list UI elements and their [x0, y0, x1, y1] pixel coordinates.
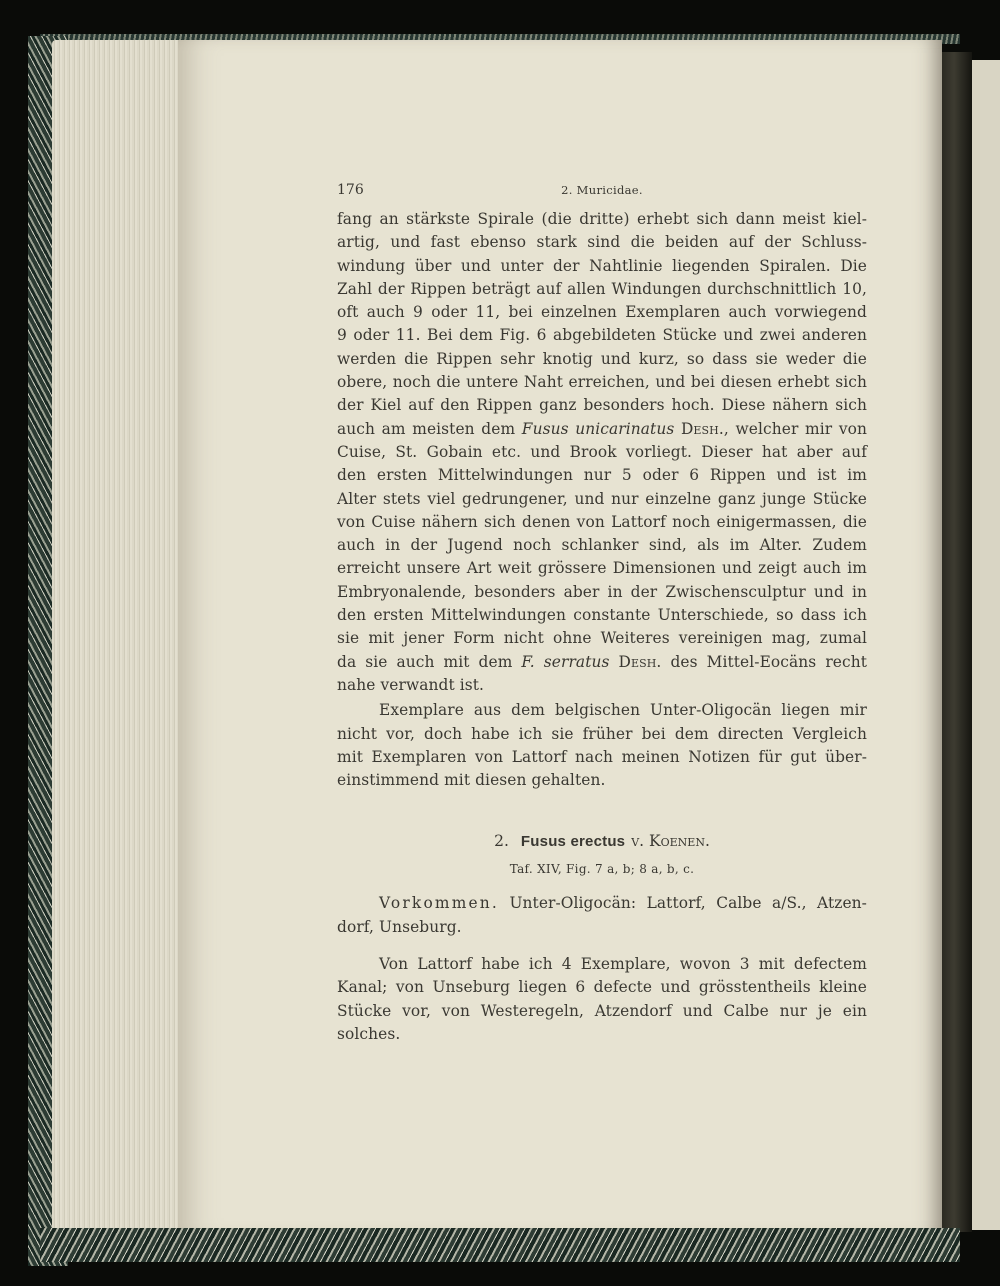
paragraph-2: [337, 699, 867, 792]
plate-reference: Taf. XIV, Fig. 7 a, b; 8 a, b, c.: [509, 862, 695, 877]
page-number: 176: [337, 182, 364, 198]
text-line: [337, 418, 867, 441]
text-line: oft auch 9 oder 11, bei einzelnen Exemplaren auch vorwiegend: [337, 303, 867, 322]
text-fragment: auch am meisten dem: [337, 419, 522, 438]
text-line: nahe verwandt ist.: [337, 675, 485, 694]
text-line: windung über und unter der Nahtlinie liegenden Spiralen. Die: [337, 256, 867, 275]
text-line: sie mit jener Form nicht ohne Weiteres vereinigen mag, zumal: [337, 629, 867, 648]
text-line: einstimmend mit diesen gehalten.: [337, 771, 606, 790]
gutter-shadow: [942, 52, 972, 1232]
species-name: Fusus unicarinatus: [521, 419, 675, 438]
text-line: dorf, Unseburg.: [337, 917, 462, 936]
text-line: obere, noch die untere Naht erreichen, und bei diesen erhebt sich: [337, 373, 867, 392]
running-title: 2. Muricidae.: [561, 183, 643, 197]
text-line: Kanal; von Unseburg liegen 6 defecte und grösstentheils kleine: [337, 978, 867, 997]
text-line: artig, und fast ebenso stark sind die beiden auf der Schluss-: [337, 233, 867, 252]
species-heading: [337, 832, 867, 856]
text-line: den ersten Mittelwindungen constante Unterschiede, so dass ich: [337, 606, 867, 625]
text-line: von Cuise nähern sich denen von Lattorf noch einigermassen, die: [337, 512, 867, 531]
species-name: F. serratus: [521, 652, 610, 671]
occurrence-paragraph: [337, 892, 867, 939]
text-line: auch in der Jugend noch schlanker sind, als im Alter. Zudem: [337, 536, 867, 555]
text-fragment: Unter-Oligocän: Lattorf, Calbe a/S., Atzen-: [499, 894, 867, 913]
text-line: [337, 892, 867, 915]
text-line: 9 oder 11. Bei dem Fig. 6 abgebildeten Stücke und zwei anderen: [337, 326, 867, 345]
text-line: Zahl der Rippen beträgt auf allen Windungen durchschnittlich 10,: [337, 279, 867, 298]
text-fragment: des Mittel-Eocäns recht: [661, 652, 867, 671]
book-cover-bottom: [40, 1228, 960, 1262]
heading-number: 2.: [494, 832, 509, 851]
text-fragment: da sie auch mit dem: [337, 652, 522, 671]
author-name: Desh.: [674, 419, 724, 438]
paragraph-3: [337, 953, 867, 1046]
text-line: Exemplare aus dem belgischen Unter-Oligocän liegen mir: [379, 701, 867, 720]
text-line: den ersten Mittelwindungen nur 5 oder 6 Rippen und ist im: [337, 466, 867, 485]
text-line: Embryonalende, besonders aber in der Zwischensculptur und in: [337, 582, 867, 601]
page-text: [337, 178, 867, 1046]
text-line: Stücke vor, von Westeregeln, Atzendorf und Calbe nur je ein: [337, 1001, 867, 1020]
text-line: Cuise, St. Gobain etc. und Brook vorliegt. Dieser hat aber auf: [337, 442, 867, 461]
text-line: [337, 651, 867, 674]
page-edges: [52, 40, 184, 1234]
text-fragment: , welcher mir von: [723, 419, 868, 438]
text-line: fang an stärkste Spirale (die dritte) erhebt sich dann meist kiel-: [337, 210, 867, 228]
heading-species-name: Fusus erectus: [520, 833, 626, 851]
occurrence-label: Vorkommen.: [379, 894, 500, 913]
text-line: der Kiel auf den Rippen ganz besonders hoch. Diese nähern sich: [337, 396, 867, 415]
text-line: nicht vor, doch habe ich sie früher bei dem directen Vergleich: [337, 724, 867, 743]
text-line: mit Exemplaren von Lattorf nach meinen Notizen für gut über-: [337, 747, 867, 766]
text-line: werden die Rippen sehr knotig und kurz, so dass sie weder die: [337, 349, 867, 368]
running-head: [337, 178, 867, 208]
paragraph-1: [337, 208, 867, 697]
text-line: solches.: [337, 1024, 401, 1043]
text-line: Alter stets viel gedrungener, und nur einzelne ganz junge Stücke: [337, 489, 867, 508]
text-line: Von Lattorf habe ich 4 Exemplare, wovon 3 mit defectem: [379, 955, 867, 974]
author-name: Desh.: [609, 652, 662, 671]
heading-author: v. Koenen.: [631, 832, 710, 851]
text-line: erreicht unsere Art weit grössere Dimensionen und zeigt auch im: [337, 559, 867, 578]
